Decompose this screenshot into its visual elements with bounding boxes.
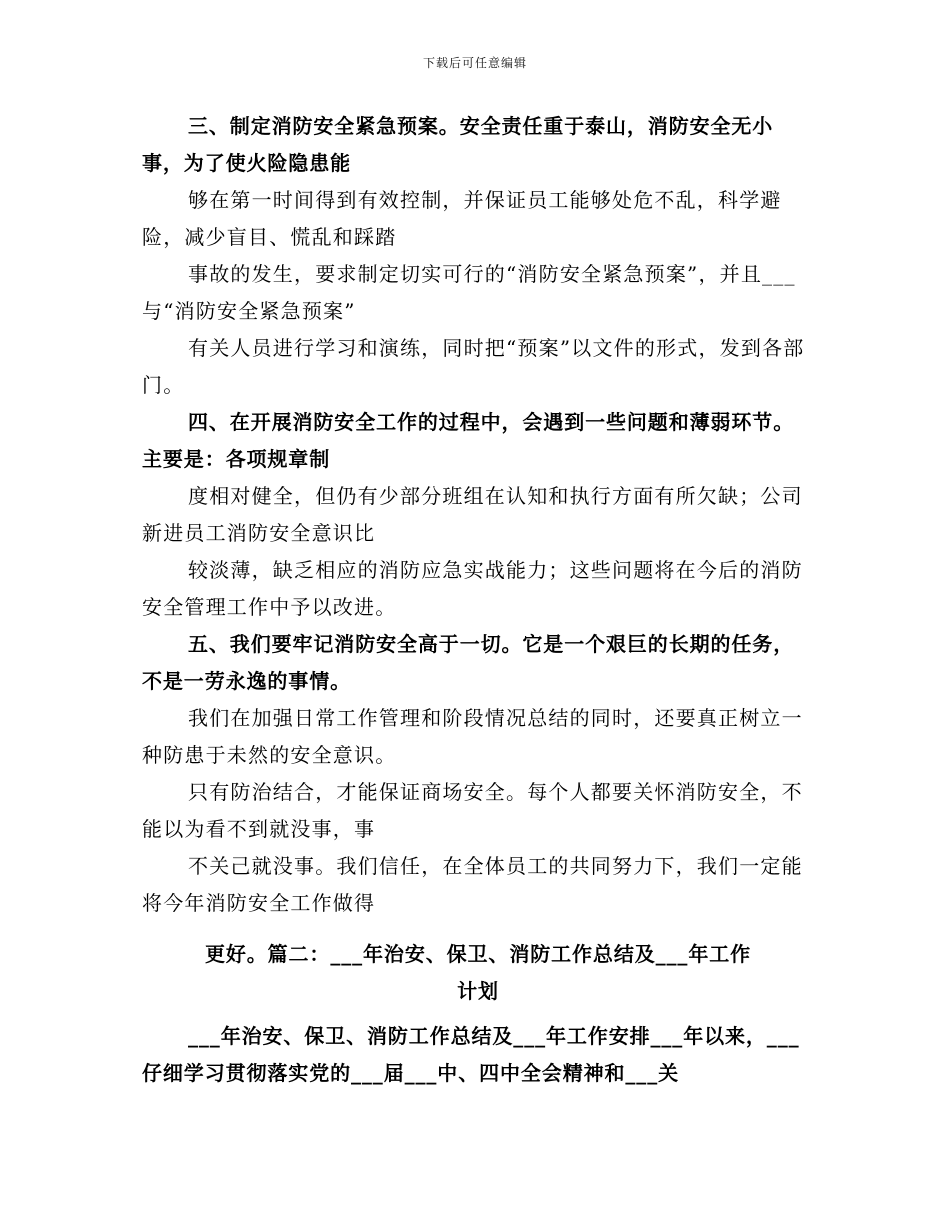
paragraph-8: 五、我们要牢记消防安全高于一切。它是一个艰巨的长期的任务，不是一劳永逸的事情。 xyxy=(142,632,795,693)
paragraph-1: 三、制定消防安全紧急预案。安全责任重于泰山，消防安全无小事，为了使火险隐患能 xyxy=(142,114,774,175)
page-header: 下载后可任意编辑 xyxy=(422,56,527,70)
paragraph-2: 够在第一时间得到有效控制，并保证员工能够处危不乱，科学避险，减少盲目、慌乱和踩踏 xyxy=(142,188,782,249)
paragraph-11: 不关己就没事。我们信任，在全体员工的共同努力下，我们一定能将今年消防安全工作做得 xyxy=(142,854,803,915)
paragraph-3: 事故的发生，要求制定切实可行的“消防安全紧急预案”，并且___与“消防安全紧急预案” xyxy=(142,262,796,323)
paragraph-9: 我们在加强日常工作管理和阶段情况总结的同时，还要真正树立一种防患于未然的安全意识。 xyxy=(142,706,803,767)
paragraph-7: 较淡薄，缺乏相应的消防应急实战能力；这些问题将在今后的消防安全管理工作中予以改进。 xyxy=(142,558,803,619)
document-body xyxy=(142,108,814,1092)
paragraph-5: 四、在开展消防安全工作的过程中，会遇到一些问题和薄弱环节。主要是：各项规章制 xyxy=(142,410,795,471)
section-title: 更好。篇二：___年治安、保卫、消防工作总结及___年工作计划 xyxy=(204,942,752,1003)
closing-paragraph: ___年治安、保卫、消防工作总结及___年工作安排___年以来，___仔细学习贯彻落实党的___届___中、四中全会精神和___关 xyxy=(142,1024,800,1085)
paragraph-4: 有关人员进行学习和演练，同时把“预案”以文件的形式，发到各部门。 xyxy=(142,336,805,397)
paragraph-6: 度相对健全，但仍有少部分班组在认知和执行方面有所欠缺；公司新进员工消防安全意识比 xyxy=(142,484,803,545)
paragraph-10: 只有防治结合，才能保证商场安全。每个人都要关怀消防安全，不能以为看不到就没事，事 xyxy=(142,780,803,841)
